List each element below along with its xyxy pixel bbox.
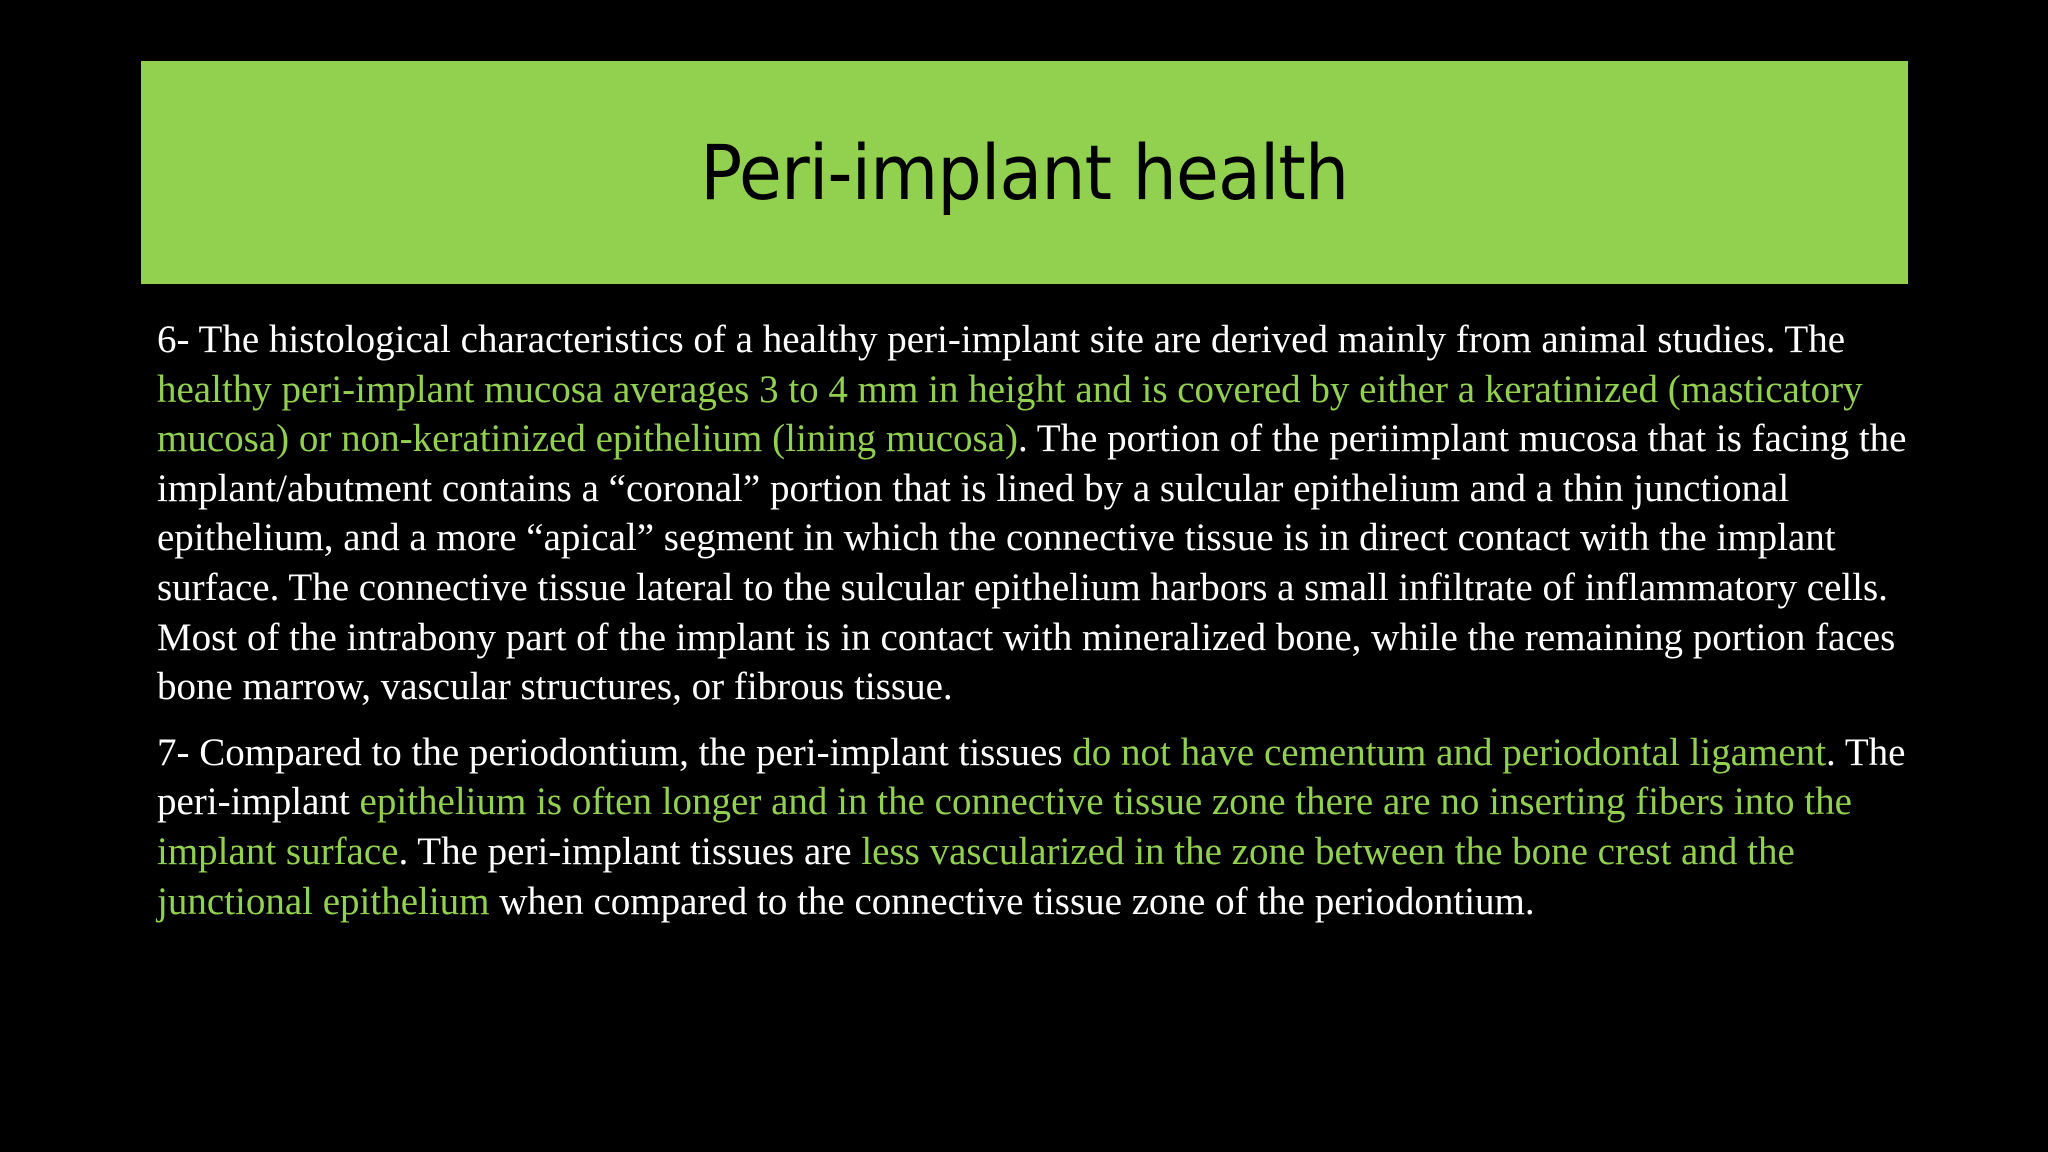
text-segment: when compared to the connective tissue zone of the periodontium.: [489, 879, 1535, 923]
paragraph-6: [157, 315, 1917, 712]
text-segment: . The peri-implant: [157, 730, 1906, 824]
highlighted-text-segment: less vascularized in the zone between the bone crest and the junctional epithelium: [157, 829, 1795, 923]
highlighted-text-segment: do not have cementum and periodontal ligament: [1072, 730, 1827, 774]
slide-body: [157, 315, 1917, 942]
text-segment: . The portion of the periimplant mucosa that is facing the implant/abutment contains a “coronal” portion that is lined by a sulcular epithelium and a thin junctional epithelium, and a more “apical” segment in which the connective tissue is in direct contact with the implant surface. The connective tissue lateral to the sulcular epithelium harbors a small infiltrate of inflammatory cells. Most of the intrabony part of the implant is in contact with mineralized bone, while the remaining portion faces bone marrow, vascular structures, or fibrous tissue.: [157, 417, 1907, 709]
text-segment: 6- The histological characteristics of a healthy peri-implant site are derived mainly from animal studies. The: [157, 318, 1846, 361]
title-band: [141, 61, 1908, 284]
paragraph-7: [157, 728, 1917, 926]
slide-title: Peri-implant health: [700, 128, 1349, 217]
text-segment: . The peri-implant tissues are: [398, 829, 862, 873]
highlighted-text-segment: epithelium is often longer and in the connective tissue zone there are no inserting fibers into the implant surface: [157, 780, 1852, 873]
highlighted-text-segment: healthy peri-implant mucosa averages 3 to 4 mm in height and is covered by either a keratinized (masticatory mucosa) or non-keratinized epithelium (lining mucosa): [157, 367, 1863, 461]
text-segment: 7- Compared to the periodontium, the peri-implant tissues: [157, 730, 1073, 774]
